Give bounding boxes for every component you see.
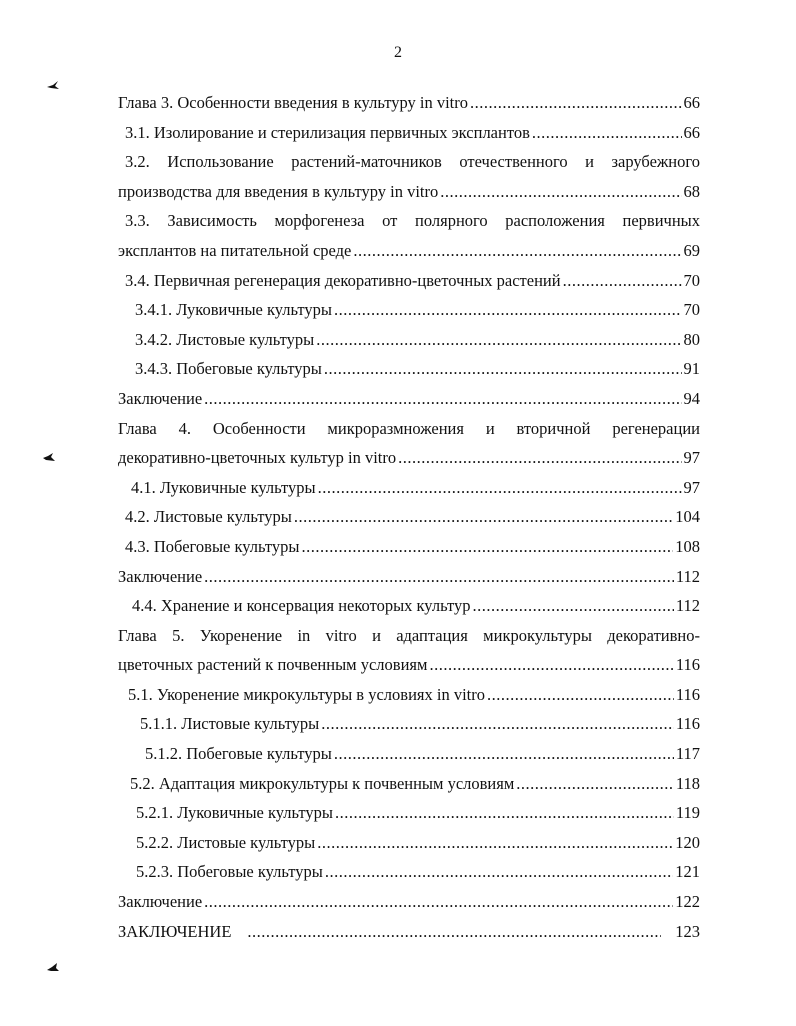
toc-entry-label: Заключение [118, 892, 203, 912]
toc-entry-page: 123 [675, 921, 700, 941]
dot-leader [334, 739, 674, 769]
toc-entry-label: 3.4.1. Луковичные культуры [135, 300, 333, 320]
toc-entry-page: 97 [683, 448, 700, 468]
toc-entry-label: 5.2. Адаптация микрокультуры к почвенным условиям [130, 773, 515, 793]
toc-entry-3-3-line2[interactable] [118, 236, 700, 266]
dot-leader [321, 709, 674, 739]
toc-entry-3-4-3[interactable] [118, 354, 700, 384]
toc-entry-page: 91 [683, 359, 700, 379]
toc-entry-label: Глава 3. Особенности введения в культуру in vitro [118, 93, 468, 112]
toc-entry-5-2-3[interactable] [118, 857, 700, 887]
dot-leader [440, 177, 681, 207]
dot-leader [532, 118, 682, 148]
dot-leader [302, 532, 674, 562]
toc-entry-label: 4.2. Листовые культуры [125, 507, 292, 527]
toc-entry-page: 118 [675, 773, 700, 793]
toc-entry-label: 3.4.3. Побеговые культуры [135, 359, 322, 379]
dot-leader [353, 236, 681, 266]
toc-entry-3-4-1[interactable] [118, 295, 700, 325]
dot-leader [472, 591, 673, 621]
toc-entry-page: 70 [683, 270, 700, 290]
dot-leader [204, 887, 673, 917]
toc-entry-4-1[interactable] [118, 473, 700, 503]
toc-entry-label: 5.1.2. Побеговые культуры [145, 744, 332, 764]
dot-leader [516, 769, 674, 799]
dot-leader [470, 88, 682, 118]
page-number: 2 [394, 44, 402, 61]
toc-entry-label: 5.2.2. Листовые культуры [136, 832, 316, 852]
toc-entry-label: 4.1. Луковичные культуры [131, 477, 316, 497]
toc-entry-conclusion-5[interactable] [118, 887, 700, 917]
toc-entry-chapter-4-line2[interactable] [118, 443, 700, 473]
dot-leader [247, 917, 661, 947]
toc-entry-label: 5.1. Укоренение микрокультуры в условиях in vitro [128, 684, 485, 704]
toc-entry-3-4-2[interactable] [118, 325, 700, 355]
toc-entry-page: 104 [675, 507, 700, 527]
toc-entry-label: 4.3. Побеговые культуры [125, 536, 300, 556]
dot-leader [335, 798, 674, 828]
toc-entry-chapter-4-line1[interactable]: Глава 4. Особенности микроразмножения и вторичной регенерации [118, 418, 700, 438]
toc-entry-label: ЗАКЛЮЧЕНИЕ [118, 921, 232, 941]
toc-entry-label: Заключение [118, 388, 203, 408]
toc-entry-conclusion-3[interactable] [118, 384, 700, 414]
toc-entry-label: эксплантов на питательной среде [118, 240, 352, 260]
toc-entry-4-2[interactable] [118, 502, 700, 532]
toc-entry-3-4[interactable] [118, 266, 700, 296]
toc-entry-3-2-line1[interactable]: 3.2. Использование растений-маточников отечественного и зарубежного [125, 152, 700, 172]
toc-entry-page: 70 [683, 300, 700, 320]
toc-entry-label: 3.4.2. Листовые культуры [135, 329, 315, 349]
toc-entry-page: 69 [683, 240, 700, 260]
toc-entry-chapter-5-line1[interactable]: Глава 5. Укоренение in vitro и адаптация микрокультуры декоративно- [118, 625, 700, 645]
dot-leader [318, 473, 682, 503]
toc-entry-label: производства для введения в культуру in vitro [118, 181, 439, 201]
toc-entry-page: 117 [675, 744, 700, 764]
toc-entry-3-3-line1[interactable]: 3.3. Зависимость морфогенеза от полярного расположения первичных [125, 211, 700, 231]
toc-entry-page: 116 [675, 684, 700, 704]
dot-leader [204, 562, 674, 592]
toc-entry-label: декоративно-цветочных культур in vitro [118, 448, 397, 468]
toc-entry-page: 122 [675, 892, 700, 912]
toc-entry-label: 3.4. Первичная регенерация декоративно-цветочных растений [125, 270, 561, 290]
dot-leader [317, 828, 673, 858]
toc-entry-page: 120 [675, 832, 700, 852]
toc-entry-5-1[interactable] [118, 680, 700, 710]
toc-entry-page: 97 [683, 477, 700, 497]
toc-entry-page: 68 [683, 181, 700, 201]
toc-entry-page: 119 [675, 803, 700, 823]
toc-entry-page: 121 [675, 862, 700, 882]
table-of-contents [118, 88, 700, 946]
toc-entry-3-1[interactable] [118, 118, 700, 148]
toc-entry-final-conclusion[interactable] [118, 917, 700, 947]
toc-entry-chapter-3[interactable] [118, 88, 700, 118]
toc-entry-label: 3.1. Изолирование и стерилизация первичных эксплантов [125, 122, 530, 142]
dot-leader [324, 354, 682, 384]
toc-entry-label: 5.1.1. Листовые культуры [140, 714, 320, 734]
toc-entry-page: 112 [675, 566, 700, 586]
toc-entry-page: 112 [675, 596, 700, 616]
dot-leader [563, 266, 682, 296]
dot-leader [429, 650, 673, 680]
toc-entry-page: 66 [683, 93, 700, 112]
dot-leader [325, 857, 673, 887]
dot-leader [487, 680, 674, 710]
toc-entry-4-3[interactable] [118, 532, 700, 562]
dot-leader [294, 502, 673, 532]
toc-entry-chapter-5-line2[interactable] [118, 650, 700, 680]
dot-leader [316, 325, 681, 355]
scan-mark-icon [42, 452, 56, 462]
toc-entry-5-2-2[interactable] [118, 828, 700, 858]
toc-entry-4-4[interactable] [118, 591, 700, 621]
toc-entry-label: 4.4. Хранение и консервация некоторых культур [132, 596, 471, 616]
scan-mark-icon [46, 962, 60, 972]
toc-entry-5-1-1[interactable] [118, 709, 700, 739]
toc-entry-page: 108 [675, 536, 700, 556]
dot-leader [334, 295, 681, 325]
dot-leader [204, 384, 681, 414]
toc-entry-page: 94 [683, 388, 700, 408]
toc-entry-3-2-line2[interactable] [118, 177, 700, 207]
toc-entry-label: цветочных растений к почвенным условиям [118, 655, 428, 675]
toc-entry-label: Заключение [118, 566, 203, 586]
toc-entry-page: 80 [683, 329, 700, 349]
toc-entry-5-2[interactable] [118, 769, 700, 799]
toc-entry-conclusion-4[interactable] [118, 562, 700, 592]
toc-entry-label: 5.2.3. Побеговые культуры [136, 862, 323, 882]
toc-entry-page: 116 [675, 655, 700, 675]
toc-entry-5-1-2[interactable] [118, 739, 700, 769]
dot-leader [398, 443, 681, 473]
scan-mark-icon [46, 80, 60, 90]
toc-entry-page: 116 [675, 714, 700, 734]
toc-entry-page: 66 [683, 122, 700, 142]
toc-entry-label: 5.2.1. Луковичные культуры [136, 803, 334, 823]
toc-entry-5-2-1[interactable] [118, 798, 700, 828]
